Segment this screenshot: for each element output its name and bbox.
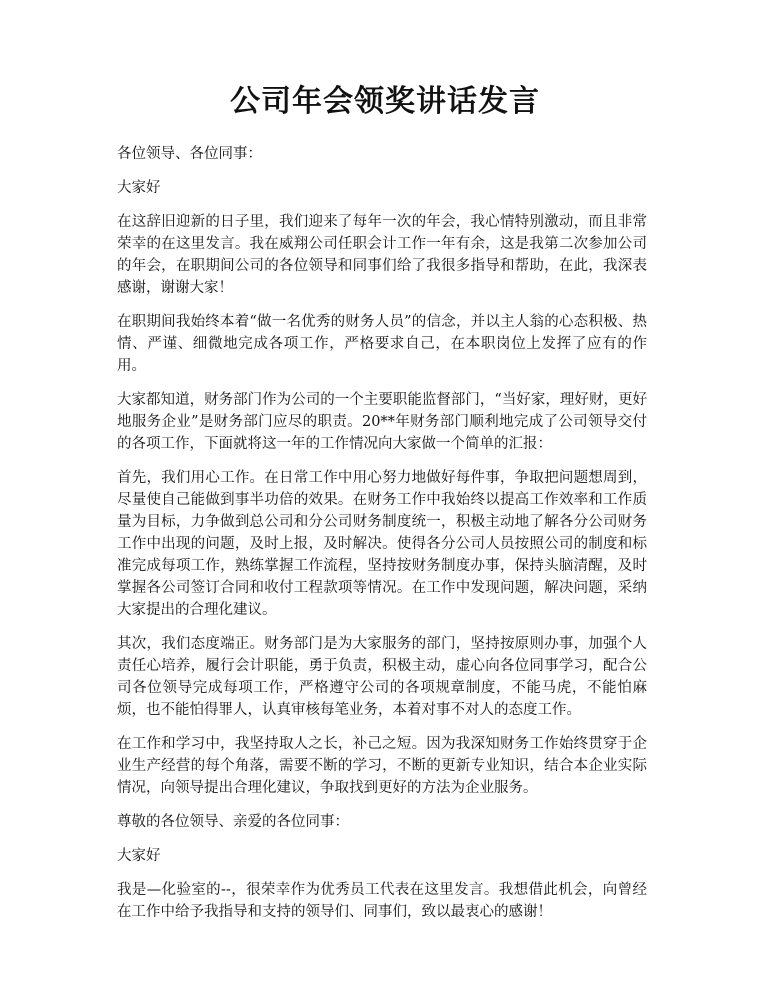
paragraph-finance-dept: 大家都知道，财务部门作为公司的一个主要职能监督部门，“当好家，理好财，更好地服务企业”是财务部门应尽的职责。20**年财务部门顺利地完成了公司领导交付的各项工作，下面就将这一年的工作情况向大家做一个简单的汇报：	[117, 392, 647, 452]
paragraph-intro: 在这辞旧迎新的日子里，我们迎来了每年一次的年会，我心情特别激动，而且非常荣幸的在这里发言。我在威翔公司任职会计工作一年有余，这是我第二次参加公司的年会，在职期间公司的各位领导和同事们给了我很多指导和帮助，在此，我深表感谢，谢谢大家！	[117, 214, 647, 296]
salutation-second: 尊敬的各位领导、亲爱的各位同事：	[117, 814, 349, 830]
paragraph-closing: 我是—化验室的--，很荣幸作为优秀员工代表在这里发言。我想借此机会，向曾经在工作中给予我指导和支持的领导们、同事们，致以最衷心的感谢！	[117, 882, 647, 920]
greeting: 大家好	[117, 180, 161, 196]
document-title: 公司年会领奖讲话发言	[230, 84, 540, 119]
document-body	[117, 143, 647, 935]
paragraph-learning: 在工作和学习中，我坚持取人之长，补己之短。因为我深知财务工作始终贯穿于企业生产经营的每个角落，需要不断的学习，不断的更新专业知识，结合本企业实际情况，向领导提出合理化建议，争取找到更好的方法为企业服务。	[117, 736, 647, 796]
salutation: 各位领导、各位同事：	[117, 146, 262, 162]
paragraph-second: 其次，我们态度端正。财务部门是为大家服务的部门，坚持按原则办事，加强个人责任心培养，履行会计职能，勇于负责，积极主动，虚心向各位同事学习，配合公司各位领导完成每项工作，严格遵守公司的各项规章制度，不能马虎，不能怕麻烦，也不能怕得罪人，认真审核每笔业务，本着对事不对人的态度工作。	[117, 636, 647, 718]
paragraph-belief: 在职期间我始终本着“做一名优秀的财务人员”的信念，并以主人翁的心态积极、热情、严谨、细微地完成各项工作，严格要求自己，在本职岗位上发挥了应有的作用。	[117, 314, 647, 374]
paragraph-first: 首先，我们用心工作。在日常工作中用心努力地做好每件事，争取把问题想周到，尽量使自己能做到事半功倍的效果。在财务工作中我始终以提高工作效率和工作质量为目标，力争做到总公司和分公司财务制度统一，积极主动地了解各分公司财务工作中出现的问题，及时上报，及时解决。使得各分公司人员按照公司的制度和标准完成每项工作，熟练掌握工作流程，坚持按财务制度办事，保持头脑清醒，及时掌握各公司签订合同和收付工程款项等情况。在工作中发现问题，解决问题，采纳大家提出的合理化建议。	[117, 470, 647, 618]
greeting-second: 大家好	[117, 848, 161, 864]
